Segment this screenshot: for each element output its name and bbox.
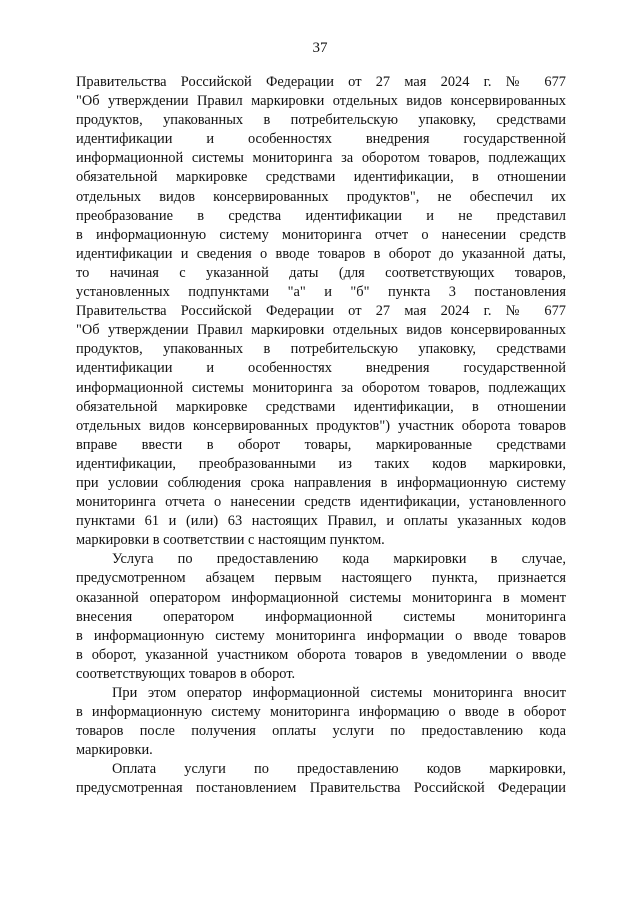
text-line: Оплата услуги по предоставлению кодов маркировки, [112,761,566,778]
text-line: продуктов, упакованных в потребительскую упаковку, средствами [76,112,566,129]
text-line: "Об утверждении Правил маркировки отдельных видов консервированных [76,93,566,110]
text-line: оказанной оператором информационной системы мониторинга в момент [76,589,566,606]
text-line: пунктами 61 и (или) 63 настоящих Правил, и оплаты указанных кодов [76,513,566,530]
text-line: идентификации и особенностях внедрения государственной [76,131,566,148]
text-line: предусмотренная постановлением Правительства Российской Федерации [76,780,566,797]
text-line: вправе ввести в оборот товары, маркированные средствами [76,436,566,453]
text-line: обязательной маркировке средствами идентификации, в отношении [76,398,566,415]
text-line: идентификации и сведения о вводе товаров в оборот до указанной даты, [76,245,566,262]
text-line: отдельных видов консервированных продуктов") участник оборота товаров [76,417,566,434]
text-line: обязательной маркировке средствами идентификации, в отношении [76,169,566,186]
text-line: При этом оператор информационной системы мониторинга вносит [112,685,566,701]
text-line: преобразование в средства идентификации и не представил [76,207,566,224]
text-line: отдельных видов консервированных продуктов", не обеспечил их [76,188,566,205]
text-line: предусмотренном абзацем первым настоящего пункта, признается [76,570,566,587]
text-line: маркировки. [76,742,153,759]
text-line: "Об утверждении Правил маркировки отдельных видов консервированных [76,322,566,339]
text-line: в оборот, указанной участником оборота товаров в уведомлении о вводе [76,646,566,663]
document-body [76,73,566,799]
text-line: информационной системы мониторинга за оборотом товаров, подлежащих [76,379,566,396]
text-line: внесения оператором информационной системы мониторинга [76,608,566,625]
text-line: Правительства Российской Федерации от 27 мая 2024 г. № 677 [76,74,566,90]
text-line: товаров после получения оплаты услуги по предоставлению кода [76,723,566,740]
text-line: в информационную систему мониторинга информации о вводе товаров [76,627,566,644]
text-line: Услуга по предоставлению кода маркировки в случае, [112,551,566,568]
text-line: продуктов, упакованных в потребительскую упаковку, средствами [76,341,566,358]
text-line: то начиная с указанной даты (для соответствующих товаров, [76,264,566,281]
text-line: мониторинга отчета о нанесении средств идентификации, установленного [76,494,566,511]
text-line: при условии соблюдения срока направления в информационную систему [76,474,566,491]
text-line: маркировки в соответствии с настоящим пунктом. [76,532,385,549]
text-line: идентификации, преобразованными из таких кодов маркировки, [76,455,566,472]
text-line: идентификации и особенностях внедрения государственной [76,360,566,377]
page-number: 37 [312,40,328,56]
text-line: соответствующих товаров в оборот. [76,665,296,682]
text-line: установленных подпунктами "а" и "б" пункта 3 постановления [76,284,566,301]
text-line: в информационную систему мониторинга информацию о вводе в оборот [76,704,566,721]
text-line: информационной системы мониторинга за оборотом товаров, подлежащих [76,150,566,167]
text-line: в информационную систему мониторинга отчет о нанесении средств [76,226,566,243]
text-line: Правительства Российской Федерации от 27 мая 2024 г. № 677 [76,303,566,320]
